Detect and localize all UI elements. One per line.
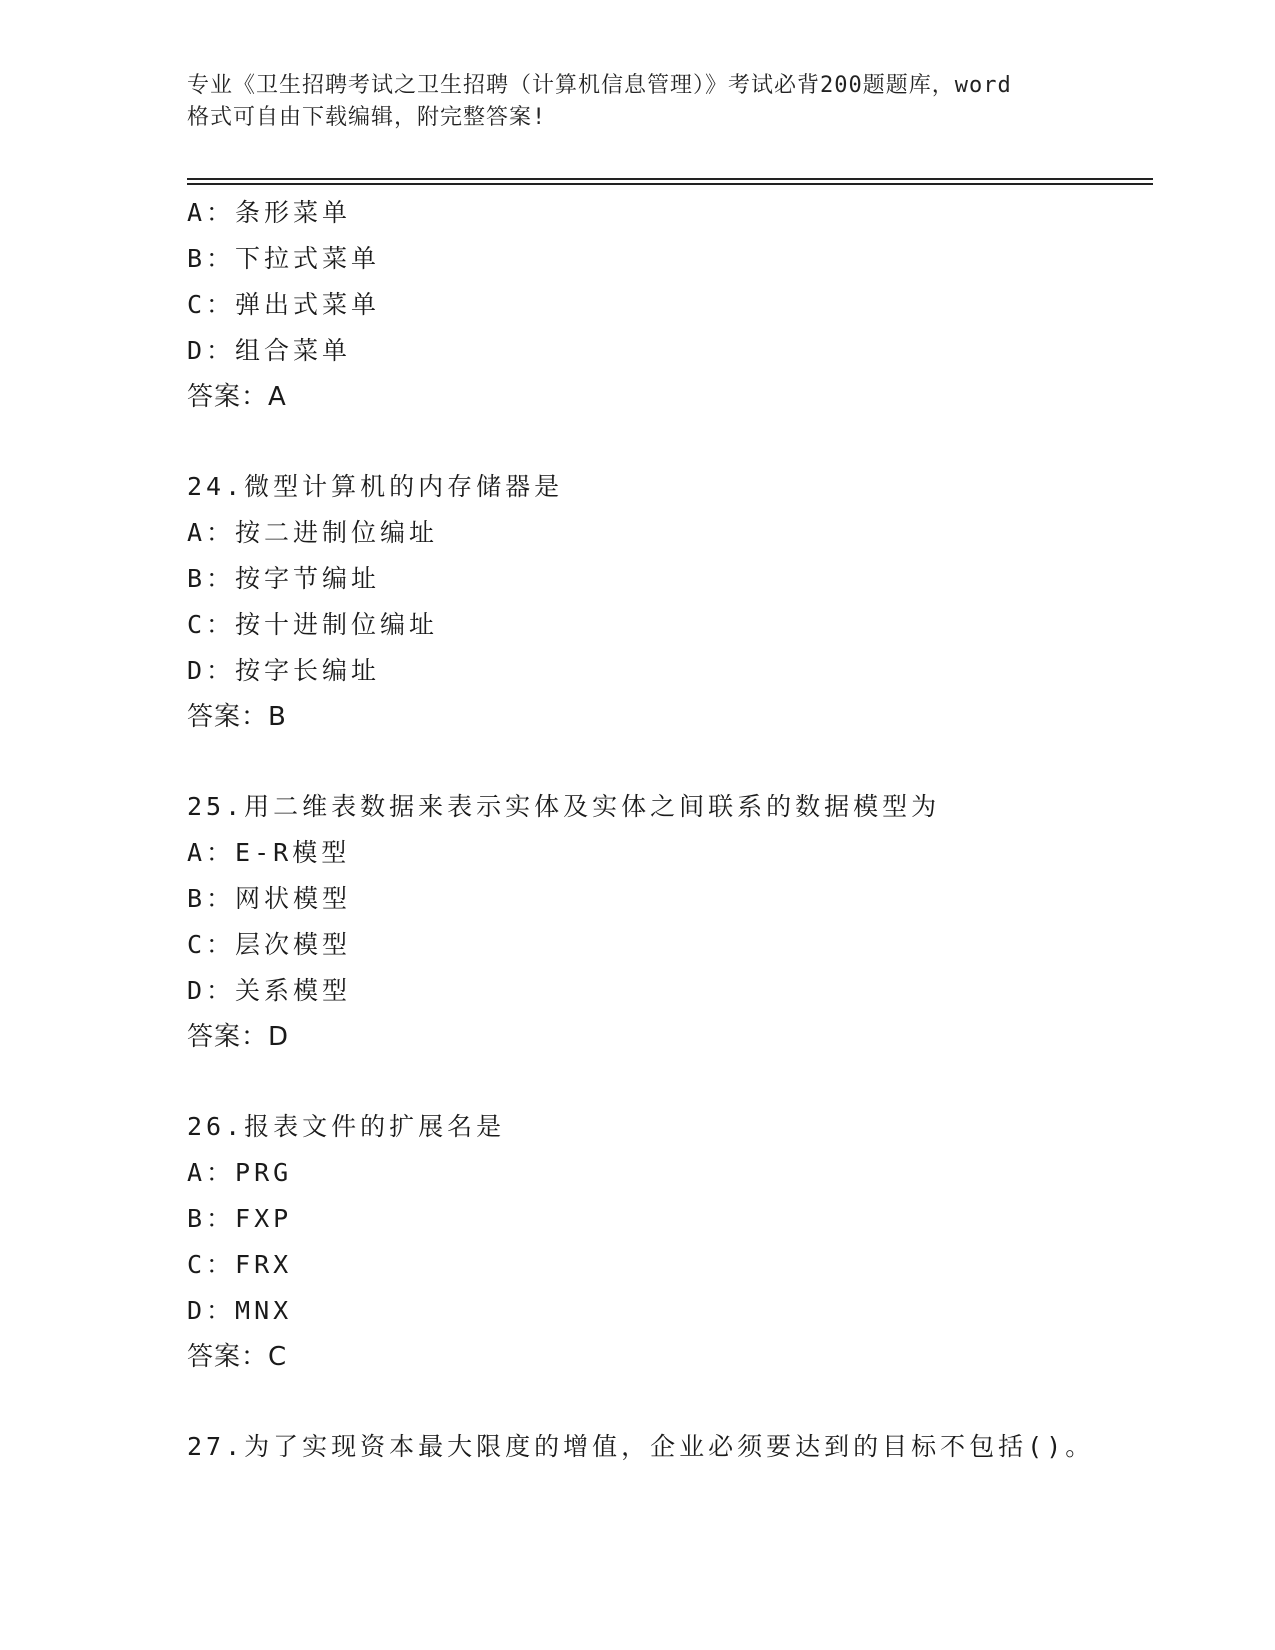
question-text: 27.为了实现资本最大限度的增值，企业必须要达到的目标不包括()。 xyxy=(187,1432,1095,1461)
question-25 xyxy=(187,784,1167,1060)
option-b: B：FXP xyxy=(187,1204,293,1233)
option-a: A：E-R模型 xyxy=(187,838,351,867)
header-divider-bottom xyxy=(187,183,1153,185)
option-c: C：按十进制位编址 xyxy=(187,610,439,639)
option-d: D：关系模型 xyxy=(187,976,352,1005)
question-26 xyxy=(187,1104,1167,1380)
option-b: B：按字节编址 xyxy=(187,564,381,593)
option-c: C：FRX xyxy=(187,1250,293,1279)
option-d: D：按字长编址 xyxy=(187,656,381,685)
question-text: 26.报表文件的扩展名是 xyxy=(187,1112,506,1141)
question-23 xyxy=(187,190,1167,420)
question-text: 24.微型计算机的内存储器是 xyxy=(187,472,564,501)
answer: 答案：A xyxy=(187,382,287,412)
answer: 答案：D xyxy=(187,1022,290,1052)
document-header xyxy=(187,70,1087,134)
question-27 xyxy=(187,1424,1167,1470)
option-c: C：弹出式菜单 xyxy=(187,290,381,319)
question-24 xyxy=(187,464,1167,740)
header-line-1: 专业《卫生招聘考试之卫生招聘（计算机信息管理）》考试必背200题题库，word xyxy=(187,73,1012,98)
answer: 答案：B xyxy=(187,702,287,732)
answer: 答案：C xyxy=(187,1342,288,1372)
option-c: C：层次模型 xyxy=(187,930,352,959)
option-d: D：组合菜单 xyxy=(187,336,352,365)
option-a: A：按二进制位编址 xyxy=(187,518,439,547)
question-text: 25.用二维表数据来表示实体及实体之间联系的数据模型为 xyxy=(187,792,941,821)
question-list xyxy=(187,190,1167,1470)
option-a: A：条形菜单 xyxy=(187,198,352,227)
option-a: A：PRG xyxy=(187,1158,293,1187)
option-b: B：网状模型 xyxy=(187,884,352,913)
header-divider-top xyxy=(187,178,1153,180)
option-d: D：MNX xyxy=(187,1296,293,1325)
option-b: B：下拉式菜单 xyxy=(187,244,381,273)
header-line-2: 格式可自由下载编辑，附完整答案! xyxy=(187,105,547,130)
